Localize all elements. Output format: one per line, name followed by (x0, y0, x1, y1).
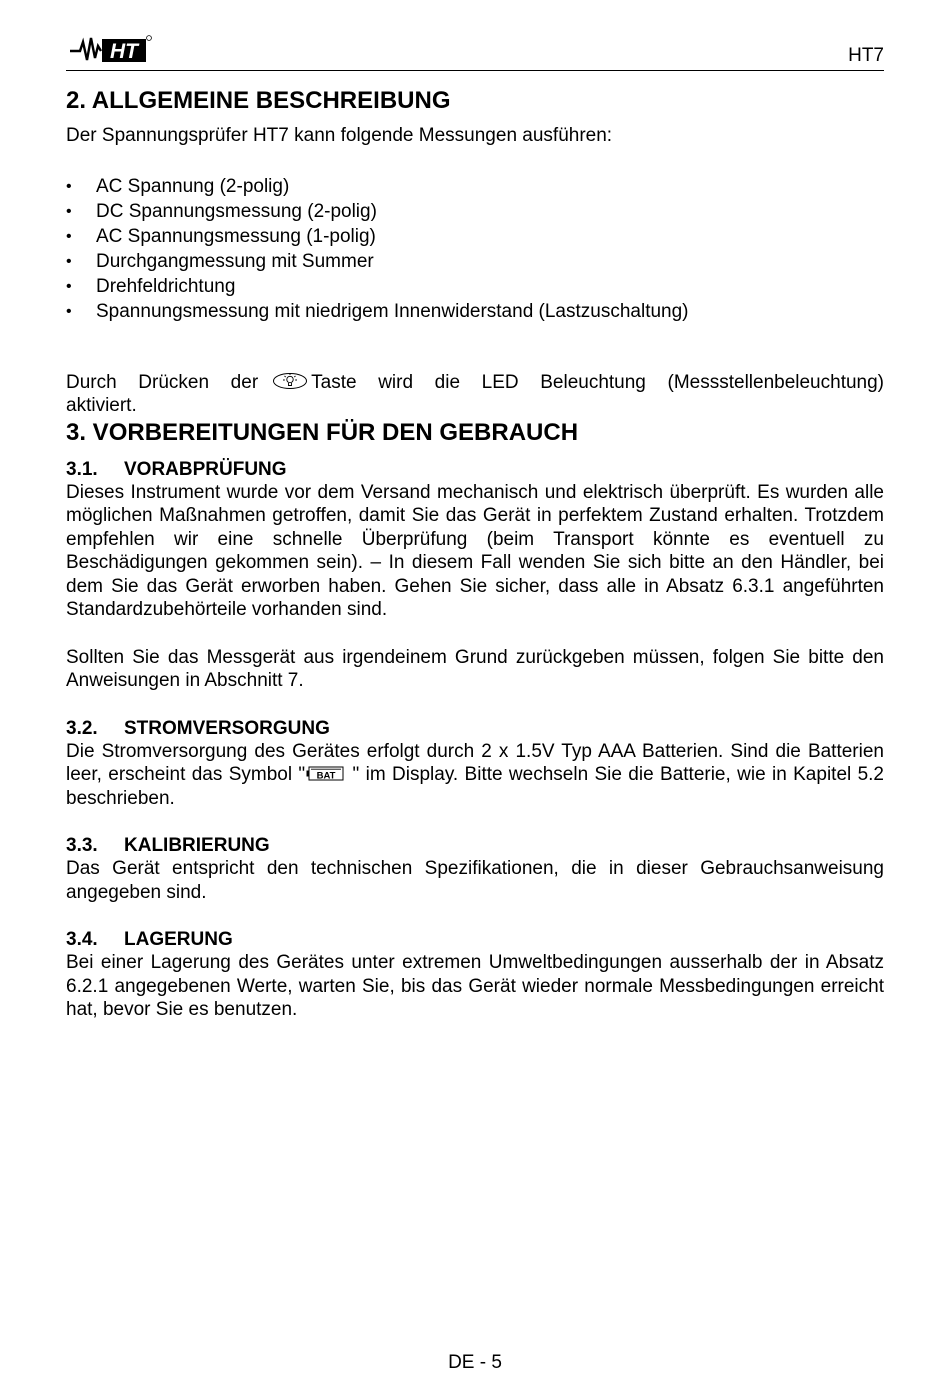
subsection-title: LAGERUNG (124, 929, 233, 950)
subsection-3-4-paragraph: Bei einer Lagerung des Gerätes unter extremen Umweltbedingungen ausserhalb der in Absatz 6.2.1 angegebenen Werte, warten Sie, bis das Gerät wieder normale Messbedingungen erreicht hat, bevor Sie es benutzen. (66, 952, 884, 1020)
ht-logo (68, 34, 152, 64)
lamp-button-icon (272, 372, 308, 390)
battery-symbol-icon (306, 766, 346, 781)
subsection-title: VORABPRÜFUNG (124, 458, 287, 480)
subsection-3-1-heading (66, 458, 884, 481)
led-paragraph-end: aktiviert. (66, 395, 137, 416)
subsection-title: KALIBRIERUNG (124, 835, 270, 856)
section-2-heading: 2. ALLGEMEINE BESCHREIBUNG (66, 87, 451, 114)
led-text-before: Durch Drücken der (66, 371, 259, 393)
subsection-3-1-paragraph-1: Dieses Instrument wurde vor dem Versand mechanisch und elektrisch überprüft. Es wurden alle möglichen Maßnahmen getroffen, damit Sie das Gerät in perfektem Zustand erhalten. Trotzdem empfehlen wir eine schnelle Überprüfung (beim Transport könnte es eventuell zu Beschädigungen gekommen sein). – In diesem Fall wenden Sie sich bitte an den Händler, bei dem Sie das Gerät erworben haben. Gehen Sie sicher, dass alle in Absatz 6.3.1 angeführten Standardzubehörteile vorhanden sind. (66, 481, 884, 620)
subsection-3-2-paragraph (66, 740, 884, 811)
page-number: DE - 5 (448, 1352, 502, 1373)
list-item: • DC Spannungsmessung (2-polig) (66, 199, 884, 224)
list-item: • Drehfeldrichtung (66, 274, 884, 299)
list-item: • Spannungsmessung mit niedrigem Innenwiderstand (Lastzuschaltung) (66, 299, 884, 324)
subsection-3-3-paragraph: Das Gerät entspricht den technischen Spezifikationen, die in dieser Gebrauchsanweisung angegeben sind. (66, 858, 884, 903)
subsection-3-1-paragraph-2: Sollten Sie das Messgerät aus irgendeinem Grund zurückgeben müssen, folgen Sie bitte den Anweisungen in Abschnitt 7. (66, 646, 884, 691)
document-id: HT7 (848, 45, 884, 66)
svg-text:HT: HT (110, 40, 138, 63)
subsection-number: 3.2. (66, 717, 98, 739)
section-2-intro: Der Spannungsprüfer HT7 kann folgende Messungen ausführen: (66, 125, 613, 146)
list-item: • AC Spannungsmessung (1-polig) (66, 224, 884, 249)
list-item: • AC Spannung (2-polig) (66, 174, 884, 199)
led-text-after: Taste wird die LED Beleuchtung (Messstellenbeleuchtung) (311, 371, 885, 393)
subsection-title: STROMVERSORGUNG (124, 717, 330, 739)
power-text-after: " im Display. Bitte wechseln Sie die Batterie, wie in Kapitel 5.2 beschrieben. (66, 764, 884, 809)
subsection-number: 3.3. (66, 835, 98, 856)
subsection-3-3-heading (66, 834, 884, 857)
svg-text:BAT: BAT (316, 770, 336, 781)
page-header (66, 30, 884, 71)
led-paragraph (66, 371, 884, 395)
subsection-3-2-heading (66, 717, 884, 740)
subsection-3-4-heading (66, 928, 884, 951)
subsection-number: 3.4. (66, 929, 98, 950)
measurement-list (66, 174, 884, 324)
section-3-heading: 3. VORBEREITUNGEN FÜR DEN GEBRAUCH (66, 418, 579, 446)
document-page (66, 0, 884, 1374)
page-content (66, 86, 884, 1022)
subsection-number: 3.1. (66, 458, 98, 480)
power-text-before: Die Stromversorgung des Gerätes erfolgt durch 2 x 1.5V Typ AAA Batterien. Sind die Batterien leer, erscheint das Symbol " (66, 740, 884, 785)
list-item: • Durchgangmessung mit Summer (66, 249, 884, 274)
